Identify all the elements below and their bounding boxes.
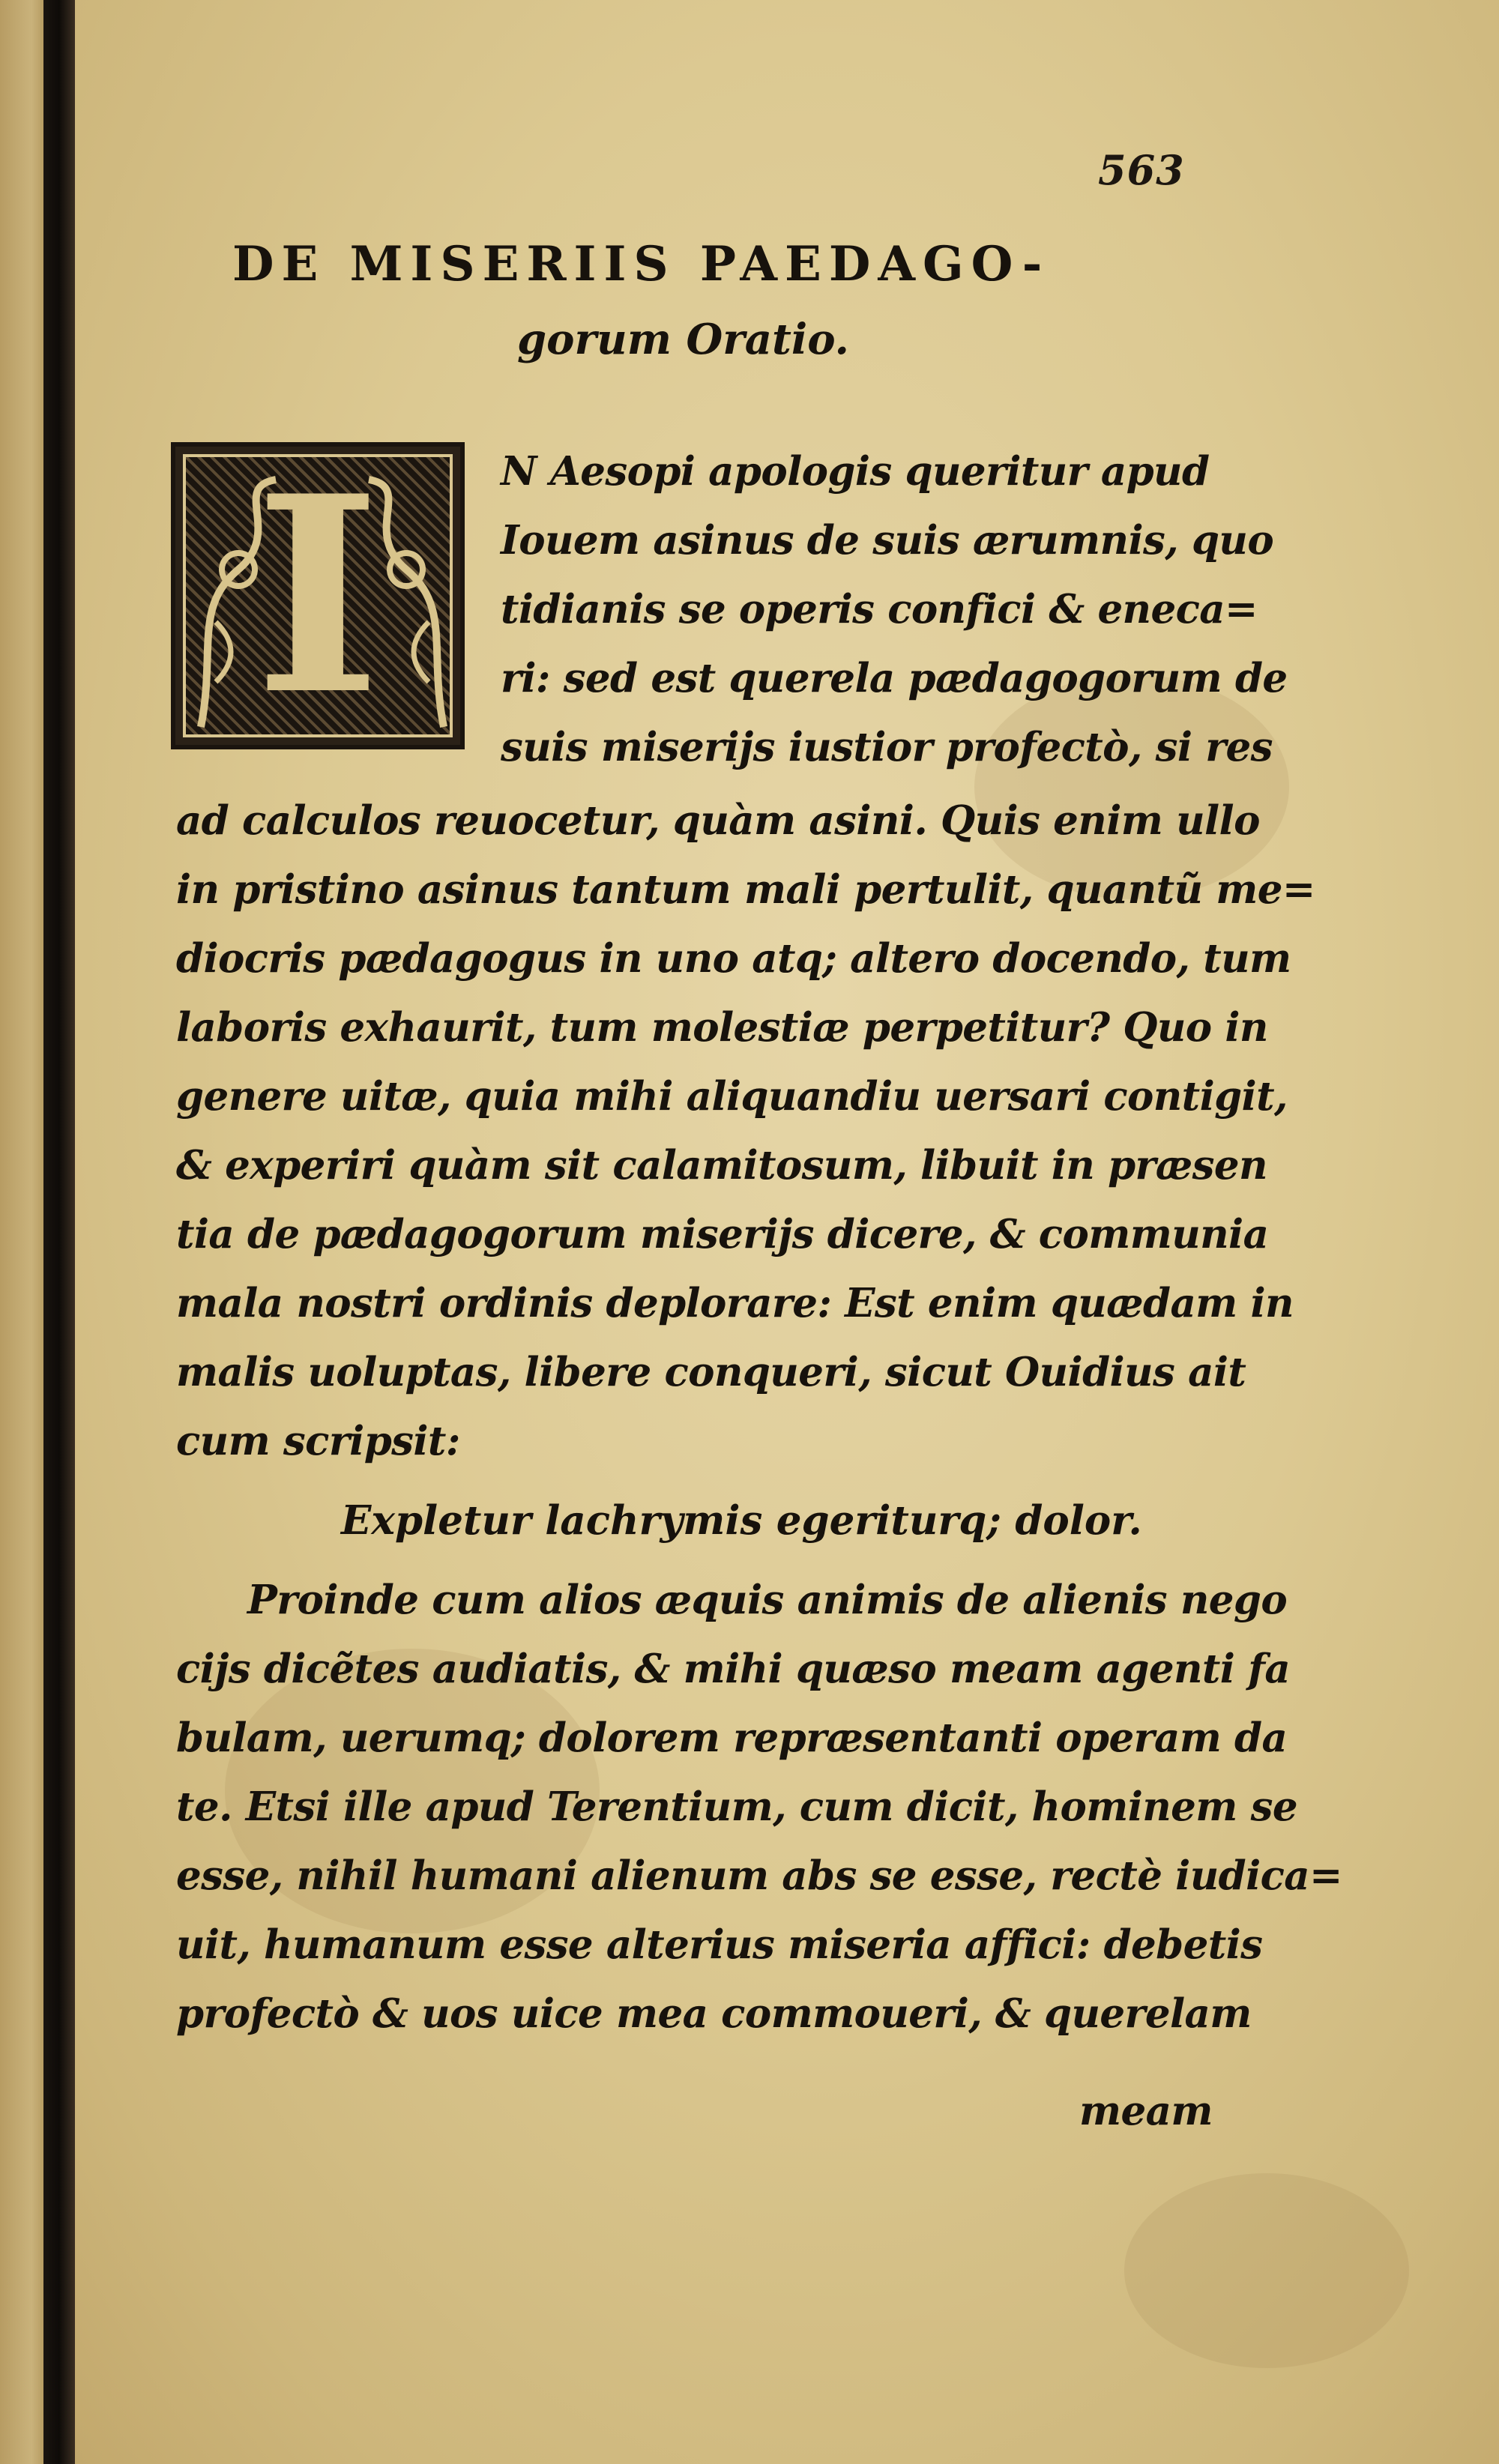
text-line: suis miserijs iustior profectò, si res	[501, 724, 1273, 770]
catchword: meam	[1079, 2088, 1213, 2134]
text-line: Proinde cum alios æquis animis de alienis nego	[247, 1577, 1288, 1623]
page-subtitle: gorum Oratio.	[517, 315, 850, 364]
verse-quote: Expletur lachrymis egeriturq; dolor.	[341, 1497, 1142, 1544]
text-line: N Aesopi apologis queritur apud	[501, 448, 1210, 495]
text-line: & experiri quàm sit calamitosum, libuit in præsen	[176, 1142, 1267, 1189]
text-line: tidianis se operis confici & eneca=	[501, 586, 1258, 632]
paper-stain	[974, 674, 1289, 899]
page-title: DE MISERIIS PAEDAGO-	[232, 236, 1050, 292]
text-line: profectò & uos uice mea commoueri, & querelam	[176, 1990, 1252, 2037]
text-line: ri: sed est querela pædagogorum de	[501, 655, 1288, 701]
text-line: laboris exhaurit, tum molestiæ perpetitur? Quo in	[176, 1004, 1268, 1051]
paper-stain	[1124, 2173, 1409, 2368]
text-line: cum scripsit:	[176, 1418, 460, 1464]
text-line: in pristino asinus tantum mali pertulit, quantũ me=	[176, 866, 1315, 913]
page-gutter	[0, 0, 45, 2464]
text-line: Iouem asinus de suis ærumnis, quo	[501, 517, 1274, 564]
text-line: bulam, uerumq; dolorem repræsentanti operam da	[176, 1715, 1288, 1761]
text-line: genere uitæ, quia mihi aliquandiu uersari contigit,	[176, 1073, 1288, 1120]
binding-shadow	[43, 0, 75, 2464]
text-line: tia de pædagogorum miserijs dicere, & communia	[176, 1211, 1269, 1257]
text-line: cijs dicẽtes audiatis, & mihi quæso meam agenti fa	[176, 1646, 1291, 1692]
text-line: esse, nihil humani alienum abs se esse, rectè iudica=	[176, 1852, 1342, 1899]
text-line: te. Etsi ille apud Terentium, cum dicit, hominem se	[176, 1784, 1297, 1830]
text-line: uit, humanum esse alterius miseria affici: debetis	[176, 1921, 1263, 1968]
text-line: malis uoluptas, libere conqueri, sicut Ouidius ait	[176, 1349, 1246, 1395]
text-line: diocris pædagogus in uno atq; altero docendo, tum	[176, 935, 1291, 982]
decorated-initial	[171, 442, 465, 749]
initial-letter: I	[254, 454, 381, 737]
page-number: 563	[1098, 146, 1185, 194]
decorated-initial-frame	[183, 454, 453, 737]
text-line: ad calculos reuocetur, quàm asini. Quis enim ullo	[176, 797, 1260, 844]
text-line: mala nostri ordinis deplorare: Est enim quædam in	[176, 1280, 1294, 1326]
